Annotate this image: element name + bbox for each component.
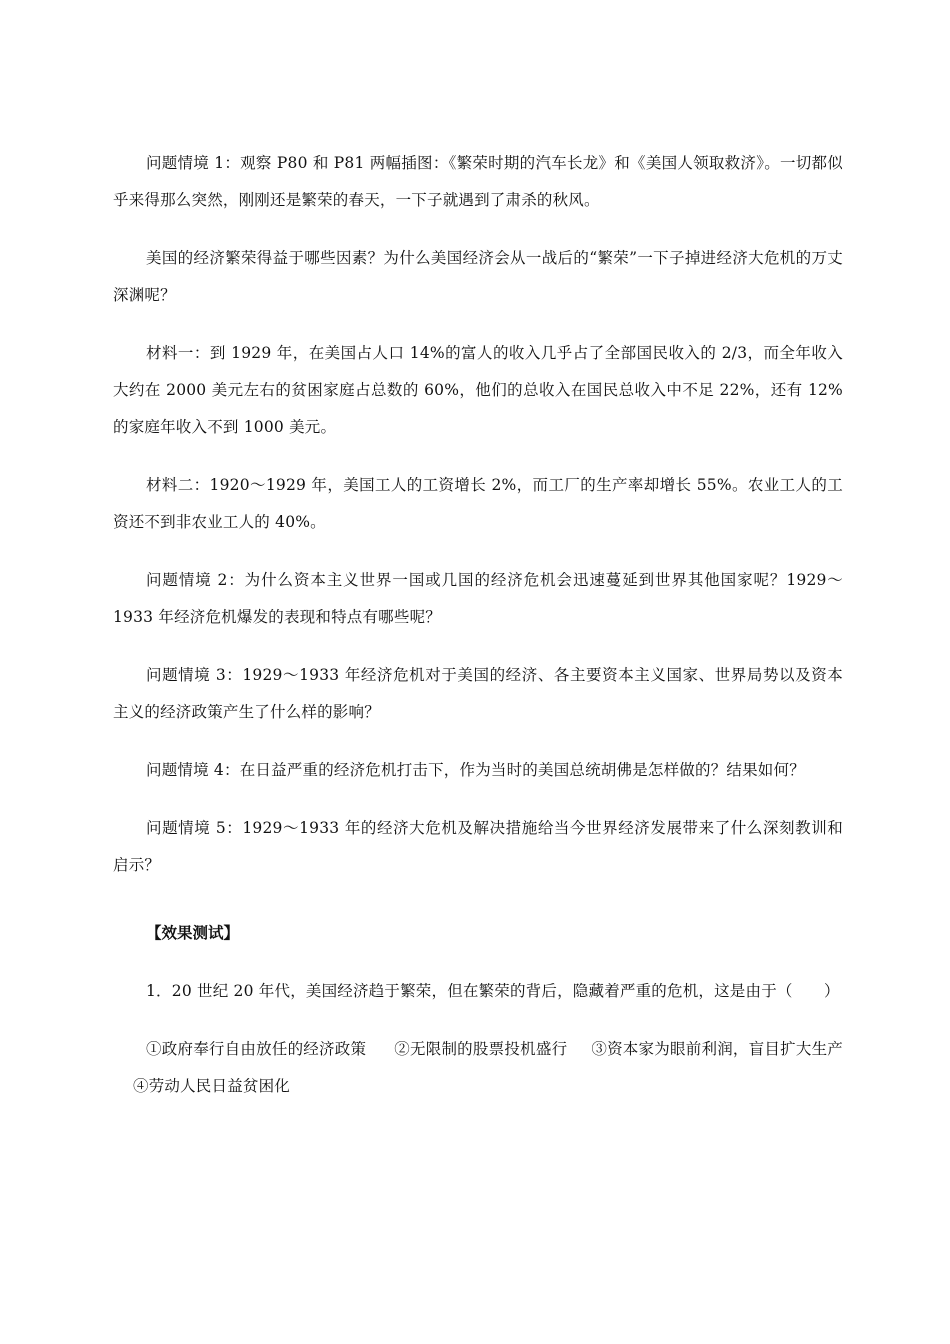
paragraph-question-prosperity: 美国的经济繁荣得益于哪些因素？为什么美国经济会从一战后的“繁荣”一下子掉进经济大危机的万丈深渊呢？ — [113, 249, 843, 304]
section-heading: 【效果测试】 — [146, 924, 240, 942]
paragraph-situation-3: 问题情境 3：1929～1933 年经济危机对于美国的经济、各主要资本主义国家、世界局势以及资本主义的经济政策产生了什么样的影响？ — [113, 666, 843, 721]
question-1-options — [113, 1031, 843, 1105]
option-1: ①政府奉行自由放任的经济政策 — [146, 1040, 367, 1058]
paragraph-situation-2: 问题情境 2：为什么资本主义世界一国或几国的经济危机会迅速蔓延到世界其他国家呢？1929～1933 年经济危机爆发的表现和特点有哪些呢？ — [113, 571, 843, 626]
option-3: ③资本家为眼前利润，盲目扩大生产 — [591, 1040, 844, 1058]
paragraph-material-2: 材料二：1920～1929 年，美国工人的工资增长 2%，而工厂的生产率却增长 55%。农业工人的工资还不到非农业工人的 40%。 — [113, 476, 843, 531]
paragraph-material-1: 材料一：到 1929 年，在美国占人口 14%的富人的收入几乎占了全部国民收入的 2/3，而全年收入大约在 2000 美元左右的贫困家庭占总数的 60%，他们的总收入在国民总收入中不足 22%，还有 12%的家庭年收入不到 1000 美元。 — [113, 344, 843, 436]
document-body — [113, 145, 843, 1105]
option-4: ④劳动人民日益贫困化 — [133, 1077, 291, 1095]
paragraph-situation-5: 问题情境 5：1929～1933 年的经济大危机及解决措施给当今世界经济发展带来了什么深刻教训和启示？ — [113, 819, 843, 874]
paragraph-situation-4: 问题情境 4：在日益严重的经济危机打击下，作为当时的美国总统胡佛是怎样做的？结果如何？ — [146, 761, 805, 779]
question-1-stem: 1．20 世纪 20 年代，美国经济趋于繁荣，但在繁荣的背后，隐藏着严重的危机，这是由于（ ） — [146, 982, 840, 1000]
paragraph-situation-1: 问题情境 1：观察 P80 和 P81 两幅插图：《繁荣时期的汽车长龙》和《美国人领取救济》。一切都似乎来得那么突然，刚刚还是繁荣的春天，一下子就遇到了肃杀的秋风。 — [113, 154, 843, 209]
option-2: ②无限制的股票投机盛行 — [394, 1040, 568, 1058]
